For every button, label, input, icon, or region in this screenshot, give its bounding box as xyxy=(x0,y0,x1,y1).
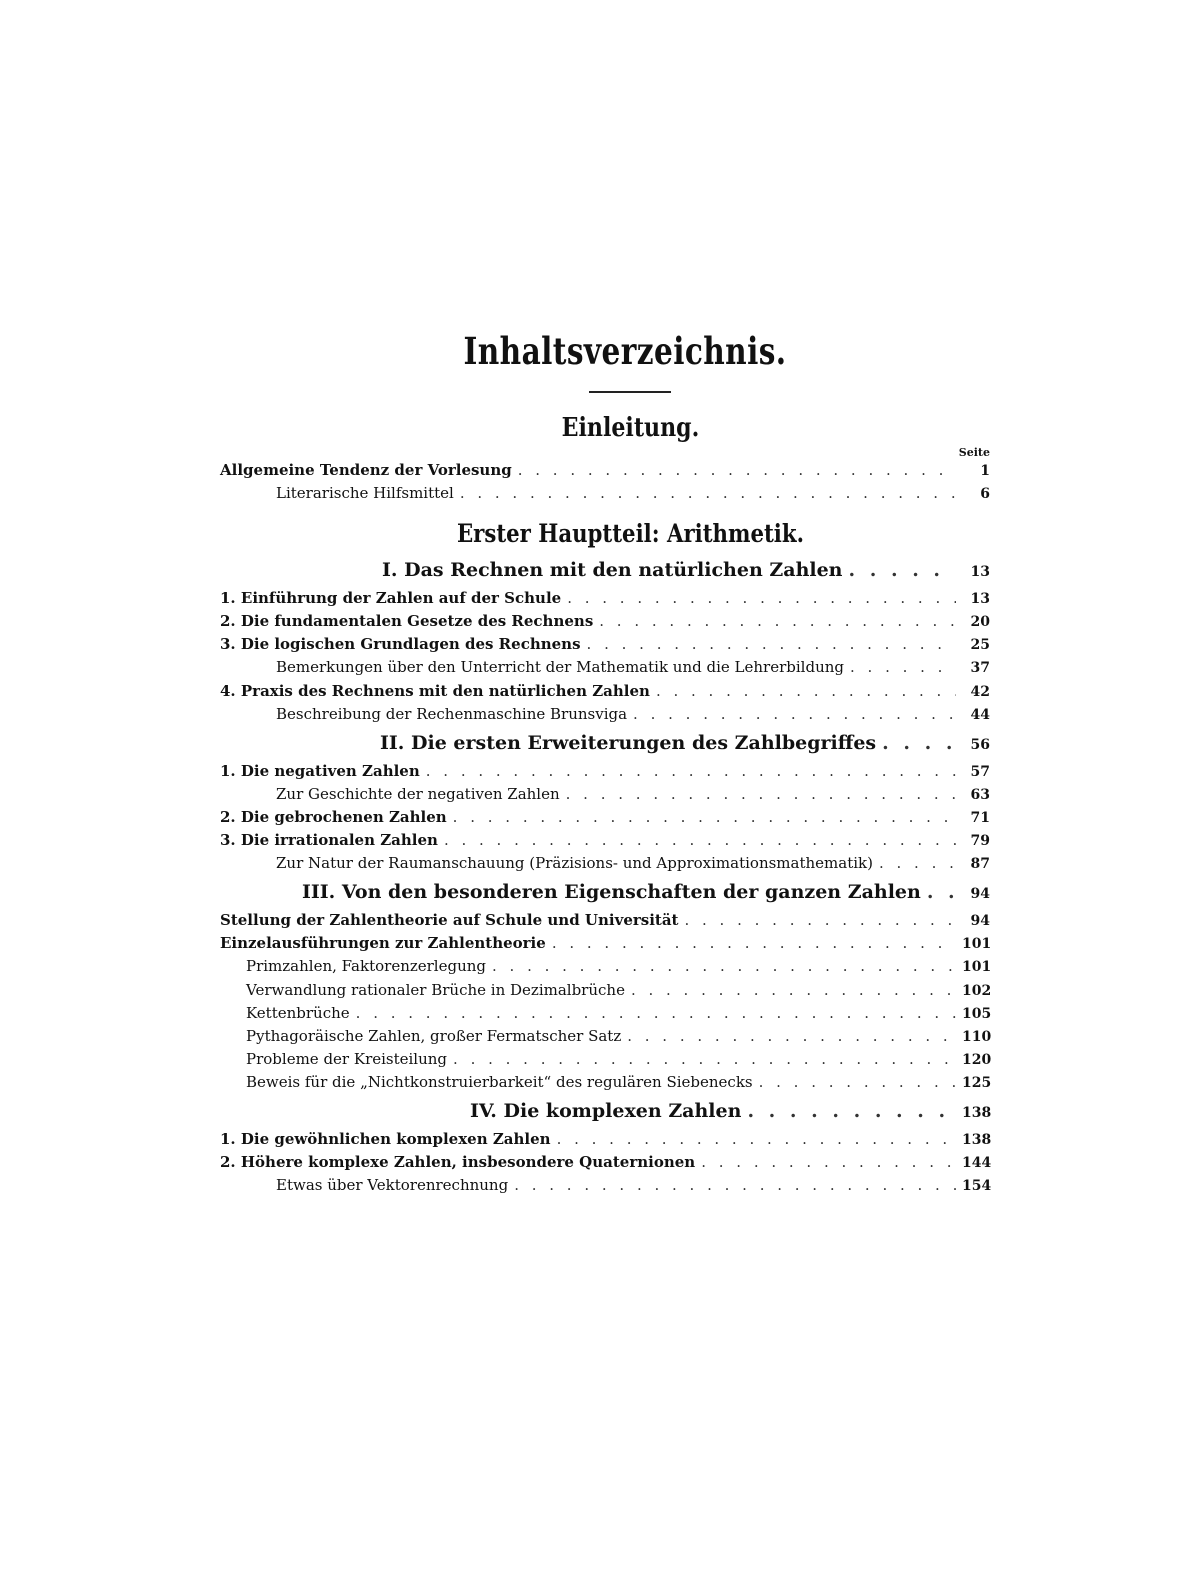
chapter-heading[interactable] xyxy=(220,726,990,760)
dot-leader xyxy=(356,1002,956,1025)
toc-entry-page: 57 xyxy=(970,763,990,780)
dot-leader xyxy=(627,1025,956,1048)
toc-entry[interactable] xyxy=(220,587,990,610)
toc-entry-page: 138 xyxy=(962,1131,992,1148)
toc-entry-label: Zur Natur der Raumanschauung (Präzisions- und Approximationsmathematik) xyxy=(276,854,873,873)
dot-leader xyxy=(849,553,957,587)
toc-entry-page: 1 xyxy=(980,463,990,479)
toc-entry-page: 63 xyxy=(970,786,990,803)
dot-leader xyxy=(566,783,956,806)
toc-entry-page: 144 xyxy=(962,1155,992,1172)
toc-entry-page: 25 xyxy=(970,637,990,654)
toc-entry[interactable] xyxy=(220,633,990,656)
chapter-page: 13 xyxy=(970,564,990,581)
dot-leader xyxy=(426,760,956,783)
toc-entry-page: 13 xyxy=(970,591,990,608)
dot-leader xyxy=(656,680,956,703)
toc-entry-label: Probleme der Kreisteilung xyxy=(246,1049,448,1068)
toc-entry-page: 87 xyxy=(970,856,990,873)
toc-entry[interactable] xyxy=(220,979,990,1002)
dot-leader xyxy=(492,955,956,978)
title-rule xyxy=(589,391,671,393)
chapter-title: II. Die ersten Erweiterungen des Zahlbegriffes xyxy=(380,731,877,754)
toc-entry-page: 42 xyxy=(970,683,990,700)
dot-leader xyxy=(927,875,956,909)
toc-entry[interactable] xyxy=(220,1025,990,1048)
toc-entry-label: Primzahlen, Faktorenzerlegung xyxy=(246,957,486,976)
toc-entry-label: Allgemeine Tendenz der Vorlesung xyxy=(220,461,512,479)
toc-entry-label: Verwandlung rationaler Brüche in Dezimalbrüche xyxy=(246,980,625,999)
toc-entry-page: 20 xyxy=(970,614,990,631)
dot-leader xyxy=(599,610,956,633)
toc-entry[interactable] xyxy=(220,1151,990,1174)
dot-leader xyxy=(759,1071,956,1094)
chapter-title: I. Das Rechnen mit den natürlichen Zahlen xyxy=(382,559,843,582)
toc-entry[interactable] xyxy=(220,680,990,703)
dot-leader xyxy=(684,909,956,932)
dot-leader xyxy=(567,587,956,610)
toc-entry[interactable] xyxy=(220,932,990,955)
toc-entry[interactable] xyxy=(220,656,990,679)
toc-entry-label: 2. Die gebrochenen Zahlen xyxy=(220,807,447,826)
dot-leader xyxy=(444,829,956,852)
toc-entry-page: 6 xyxy=(980,486,990,503)
toc-entry-page: 101 xyxy=(962,959,992,976)
toc-entry-label: Beweis für die „Nichtkonstruierbarkeit“ des regulären Siebenecks xyxy=(246,1072,753,1091)
toc-entry-page: 102 xyxy=(962,982,992,999)
toc-entry-label: Bemerkungen über den Unterricht der Mathematik und die Lehrerbildung xyxy=(276,658,844,677)
page-column-label: Seite xyxy=(958,446,990,459)
page-title: Inhaltsverzeichnis. xyxy=(463,329,787,373)
toc-entry-page: 154 xyxy=(962,1178,992,1195)
chapter-title: IV. Die komplexen Zahlen xyxy=(470,1099,742,1122)
toc-entry-page: 94 xyxy=(970,913,990,930)
toc-entry-label: 2. Die fundamentalen Gesetze des Rechnens xyxy=(220,612,594,631)
toc-entry-label: 1. Einführung der Zahlen auf der Schule xyxy=(220,589,562,608)
toc-entry[interactable] xyxy=(220,783,990,806)
dot-leader xyxy=(587,633,956,656)
dot-leader xyxy=(747,1094,956,1128)
toc-entry-label: 1. Die negativen Zahlen xyxy=(220,761,420,780)
toc-entry[interactable] xyxy=(220,1002,990,1025)
toc-entry-page: 125 xyxy=(962,1074,992,1091)
toc-entry-page: 105 xyxy=(962,1005,992,1022)
chapter-heading[interactable] xyxy=(220,875,990,909)
dot-leader xyxy=(631,979,956,1002)
toc-entry-page: 79 xyxy=(970,833,990,850)
toc-entry-label: Stellung der Zahlentheorie auf Schule und Universität xyxy=(220,911,679,930)
toc-entry[interactable] xyxy=(220,1048,990,1071)
toc-entry[interactable] xyxy=(220,955,990,978)
dot-leader xyxy=(460,482,956,505)
table-of-contents xyxy=(220,325,990,1197)
toc-entry-label: 1. Die gewöhnlichen komplexen Zahlen xyxy=(220,1129,551,1148)
toc-entry[interactable] xyxy=(220,852,990,875)
toc-entry[interactable] xyxy=(220,459,990,482)
dot-leader xyxy=(633,703,956,726)
dot-leader xyxy=(518,459,956,482)
toc-entry-label: Einzelausführungen zur Zahlentheorie xyxy=(220,934,546,953)
toc-entry-label: Pythagoräische Zahlen, großer Fermatscher Satz xyxy=(246,1026,622,1045)
toc-entry-label: Zur Geschichte der negativen Zahlen xyxy=(276,784,560,803)
toc-entry[interactable] xyxy=(220,909,990,932)
toc-entry-label: Beschreibung der Rechenmaschine Brunsviga xyxy=(276,704,628,723)
toc-entry-page: 101 xyxy=(962,936,992,953)
dot-leader xyxy=(882,726,956,760)
chapter-title: III. Von den besonderen Eigenschaften der ganzen Zahlen xyxy=(302,881,921,904)
toc-entry-page: 37 xyxy=(970,660,990,677)
toc-entry[interactable] xyxy=(220,482,990,505)
toc-entry[interactable] xyxy=(220,829,990,852)
toc-entry[interactable] xyxy=(220,703,990,726)
chapter-page: 56 xyxy=(970,736,990,753)
dot-leader xyxy=(453,806,956,829)
toc-entry[interactable] xyxy=(220,760,990,783)
dot-leader xyxy=(557,1128,956,1151)
chapter-heading[interactable] xyxy=(220,1094,990,1128)
dot-leader xyxy=(514,1174,956,1197)
toc-entry-label: 3. Die irrationalen Zahlen xyxy=(220,831,438,850)
toc-entry-label: Etwas über Vektorenrechnung xyxy=(276,1176,509,1195)
dot-leader xyxy=(552,932,956,955)
chapter-page: 138 xyxy=(962,1104,992,1121)
dot-leader xyxy=(879,852,956,875)
toc-entry-label: 3. Die logischen Grundlagen des Rechnens xyxy=(220,635,581,654)
toc-entry-label: 2. Höhere komplexe Zahlen, insbesondere Quaternionen xyxy=(220,1153,696,1172)
toc-entry-page: 120 xyxy=(962,1051,992,1068)
intro-heading: Einleitung. xyxy=(561,413,700,443)
toc-entry[interactable] xyxy=(220,1071,990,1094)
toc-entry-page: 71 xyxy=(970,809,990,826)
toc-entry-label: Kettenbrüche xyxy=(246,1003,350,1022)
toc-entry-page: 110 xyxy=(962,1028,992,1045)
part-heading: Erster Hauptteil: Arithmetik. xyxy=(456,519,805,549)
toc-entry-label: Literarische Hilfsmittel xyxy=(276,484,454,503)
toc-entry-label: 4. Praxis des Rechnens mit den natürlichen Zahlen xyxy=(220,681,650,700)
chapter-page: 94 xyxy=(970,886,990,903)
toc-entry[interactable] xyxy=(220,806,990,829)
toc-entry[interactable] xyxy=(220,610,990,633)
dot-leader xyxy=(453,1048,956,1071)
toc-entry[interactable] xyxy=(220,1174,990,1197)
toc-entry[interactable] xyxy=(220,1128,990,1151)
dot-leader xyxy=(701,1151,956,1174)
chapter-heading[interactable] xyxy=(220,553,990,587)
dot-leader xyxy=(850,656,956,679)
toc-entry-page: 44 xyxy=(970,706,990,723)
